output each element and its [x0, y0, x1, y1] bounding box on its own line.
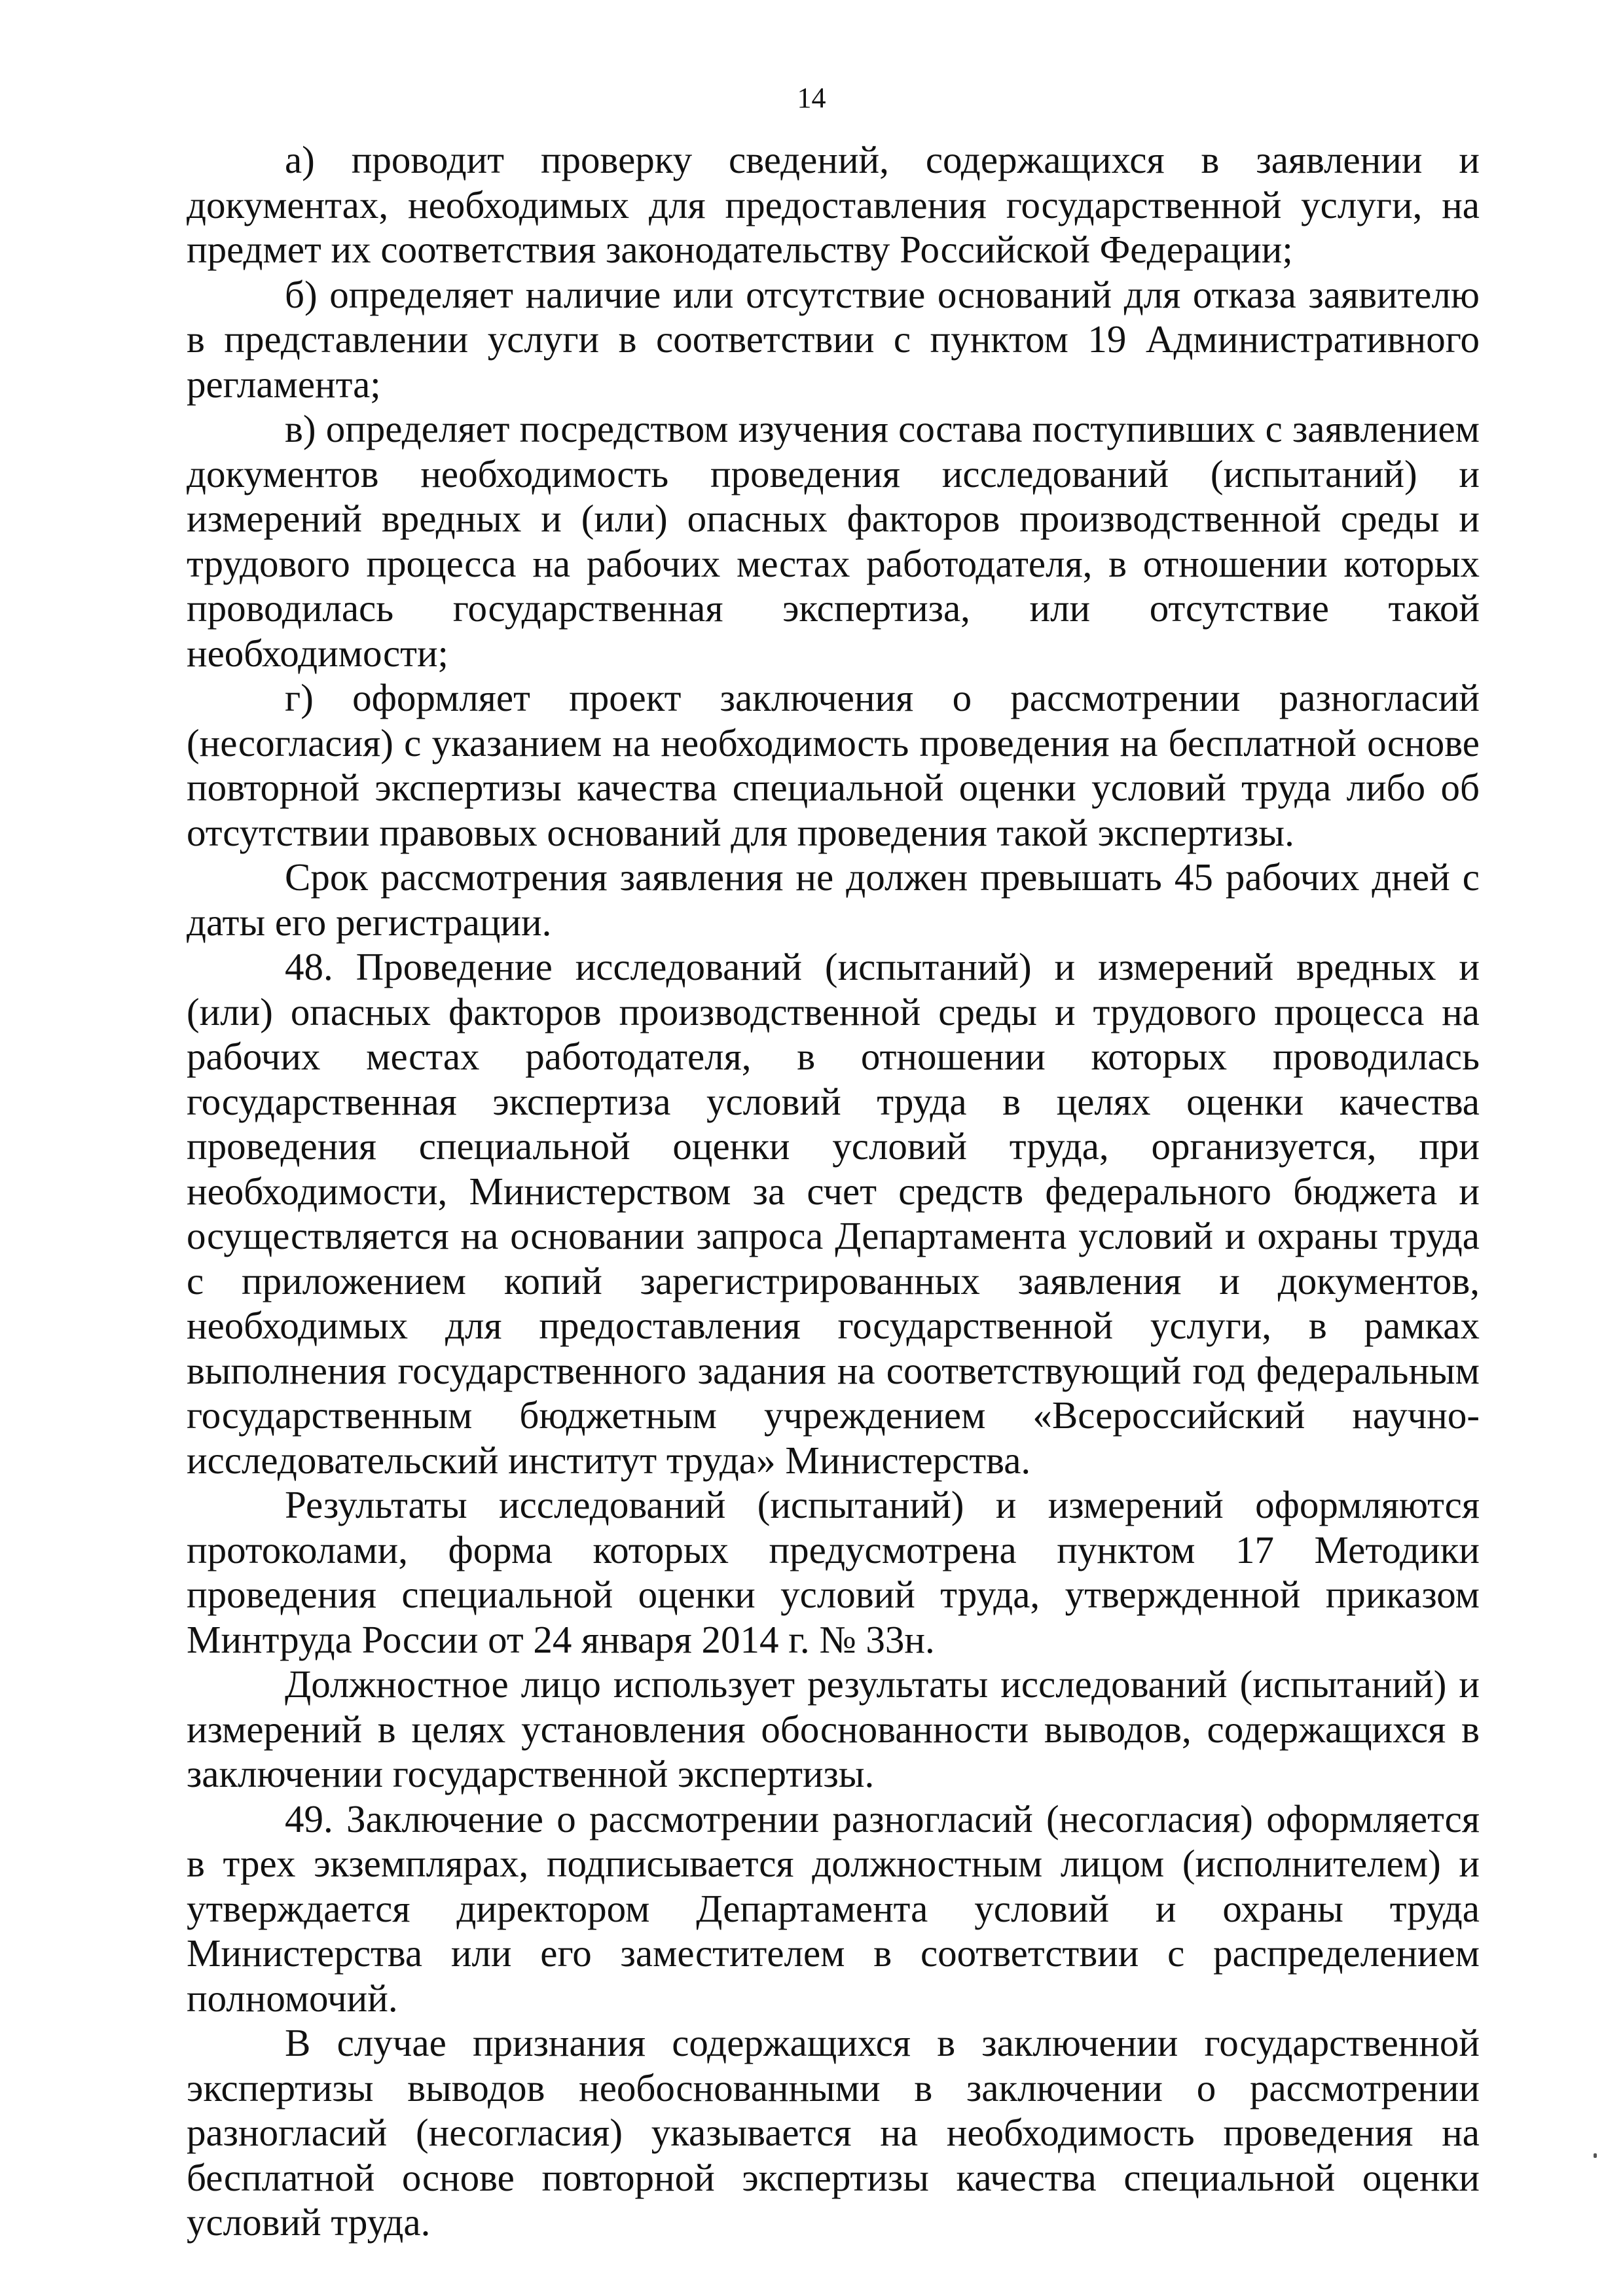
paragraph-clause-49: 49. Заключение о рассмотрении разногласий (несогласия) оформляется в трех экземплярах, подписывается должностным лицом (исполнителем) и утверждается директором Департамента условий и охраны труда Министерства или его заместителем в соответствии с распределением полномочий. [187, 1797, 1480, 2020]
paragraph-item-g: г) оформляет проект заключения о рассмотрении разногласий (несогласия) с указанием на необходимость проведения на бесплатной основе повторной экспертизы качества специальной оценки условий труда либо об отсутствии правовых оснований для проведения такой экспертизы. [187, 676, 1480, 854]
paragraph-item-v: в) определяет посредством изучения состава поступивших с заявлением документов необходимость проведения исследований (испытаний) и измерений вредных и (или) опасных факторов производственной среды и трудового процесса на рабочих местах работодателя, в отношении которых проводилась государственная экспертиза, или отсутствие такой необходимости; [187, 407, 1480, 675]
page-number: 14 [797, 82, 826, 114]
paragraph-item-a: а) проводит проверку сведений, содержащихся в заявлении и документах, необходимых для предоставления государственной услуги, на предмет их соответствия законодательству Российской Федерации; [187, 138, 1480, 271]
paragraph-results: Результаты исследований (испытаний) и измерений оформляются протоколами, форма которых предусмотрена пунктом 17 Методики проведения специальной оценки условий труда, утвержденной приказом Минтруда России от 24 января 2014 г. № 33н. [187, 1483, 1480, 1661]
document-body [187, 137, 1480, 2245]
paragraph-clause-48: 48. Проведение исследований (испытаний) и измерений вредных и (или) опасных факторов производственной среды и трудового процесса на рабочих местах работодателя, в отношении которых проводилась государственная экспертиза условий труда в целях оценки качества проведения специальной оценки условий труда, организуется, при необходимости, Министерством за счет средств федерального бюджета и осуществляется на основании запроса Департамента условий и охраны труда с приложением копий зарегистрированных заявления и документов, необходимых для предоставления государственной услуги, в рамках выполнения государственного задания на соответствующий год федеральным государственным бюджетным учреждением «Всероссийский научно-исследовательский институт труда» Министерства. [187, 945, 1480, 1482]
paragraph-official-uses-results: Должностное лицо использует результаты исследований (испытаний) и измерений в целях установления обоснованности выводов, содержащихся в заключении государственной экспертизы. [187, 1662, 1480, 1795]
paragraph-item-b: б) определяет наличие или отсутствие оснований для отказа заявителю в представлении услуги в соответствии с пунктом 19 Административного регламента; [187, 272, 1480, 406]
paragraph-review-term: Срок рассмотрения заявления не должен превышать 45 рабочих дней с даты его регистрации. [187, 855, 1480, 944]
paragraph-repeat-expertise: В случае признания содержащихся в заключении государственной экспертизы выводов необоснованными в заключении о рассмотрении разногласий (несогласия) указывается на необходимость проведения на бесплатной основе повторной экспертизы качества специальной оценки условий труда. [187, 2021, 1480, 2244]
scan-speck [1594, 2153, 1597, 2158]
